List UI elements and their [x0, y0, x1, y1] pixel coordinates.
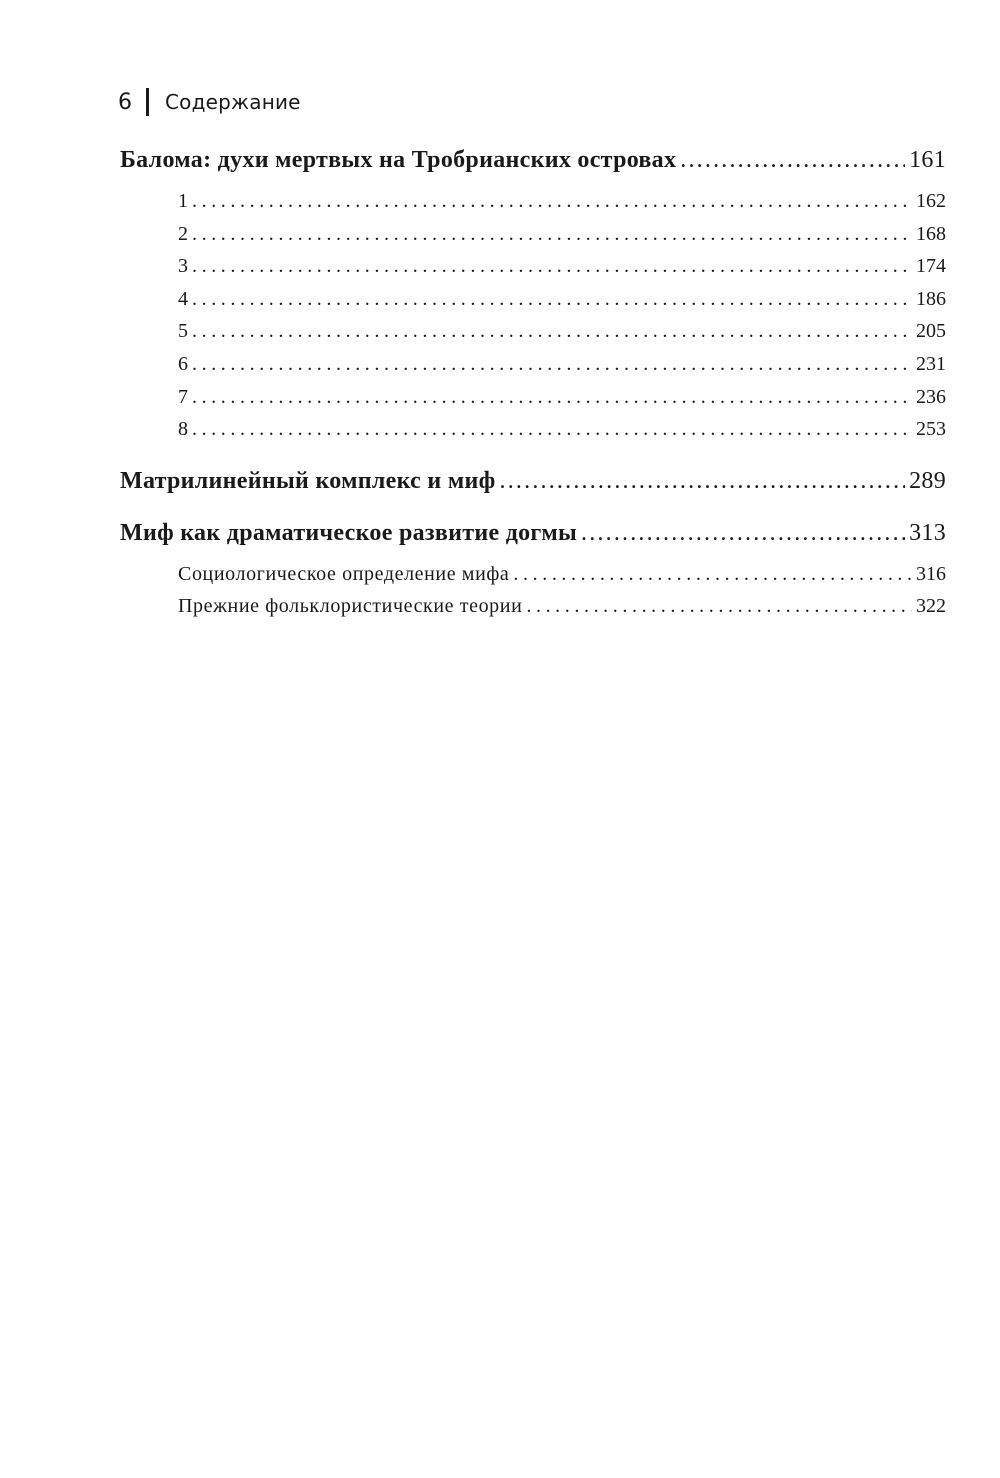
section-title: Содержание — [165, 90, 301, 114]
toc-entry-label: 3 — [178, 255, 188, 278]
toc-entry-page: 161 — [909, 147, 946, 173]
toc-entry-section-7[interactable] — [120, 381, 946, 414]
dot-leader — [192, 185, 912, 218]
table-of-contents — [120, 143, 946, 623]
toc-entry-myth-as-dogma[interactable] — [120, 516, 946, 550]
toc-entry-page: 253 — [916, 418, 946, 441]
toc-entry-baloma[interactable] — [120, 143, 946, 177]
toc-entry-label: 7 — [178, 385, 188, 408]
toc-entry-label: Прежние фольклористические теории — [178, 595, 523, 618]
dot-leader — [526, 590, 912, 623]
toc-entry-page: 322 — [916, 595, 946, 618]
toc-entry-label: 8 — [178, 418, 188, 441]
toc-entry-label: 4 — [178, 287, 188, 310]
toc-entry-section-8[interactable] — [120, 413, 946, 446]
toc-entry-section-1[interactable] — [120, 185, 946, 218]
running-header — [118, 84, 301, 120]
toc-entry-page: 236 — [916, 385, 946, 408]
dot-leader — [192, 315, 912, 348]
toc-entry-page: 231 — [916, 352, 946, 375]
toc-entry-folklore-theories[interactable] — [120, 590, 946, 623]
toc-entry-section-6[interactable] — [120, 348, 946, 381]
toc-entry-label: 2 — [178, 222, 188, 245]
toc-entry-label: 6 — [178, 352, 188, 375]
toc-entry-page: 186 — [916, 287, 946, 310]
toc-entry-label: Матрилинейный комплекс и миф — [120, 467, 496, 494]
dot-leader — [192, 250, 912, 283]
toc-entry-section-2[interactable] — [120, 218, 946, 251]
dot-leader — [192, 348, 912, 381]
toc-entry-sociological-definition[interactable] — [120, 558, 946, 591]
toc-entry-page: 168 — [916, 222, 946, 245]
toc-entry-label: 5 — [178, 320, 188, 343]
toc-entry-page: 162 — [916, 190, 946, 212]
toc-entry-page: 316 — [916, 562, 946, 585]
toc-entry-label: 1 — [178, 190, 188, 212]
dot-leader — [192, 283, 912, 316]
toc-entry-label: Миф как драматическое развитие догмы — [120, 519, 578, 546]
toc-entry-section-5[interactable] — [120, 315, 946, 348]
toc-entry-label: Социологическое определение мифа — [178, 562, 510, 585]
toc-entry-section-4[interactable] — [120, 283, 946, 316]
toc-entry-page: 289 — [909, 467, 946, 494]
page-number: 6 — [118, 89, 132, 115]
dot-leader — [680, 143, 905, 177]
toc-entry-section-3[interactable] — [120, 250, 946, 283]
header-divider — [146, 88, 149, 116]
dot-leader — [192, 413, 912, 446]
dot-leader — [500, 464, 906, 498]
toc-entry-label: Балома: духи мертвых на Тробрианских островах — [120, 147, 677, 173]
toc-entry-page: 313 — [909, 519, 946, 546]
dot-leader — [192, 218, 912, 251]
toc-entry-matrilineal-complex[interactable] — [120, 464, 946, 498]
toc-entry-page: 174 — [916, 255, 946, 278]
toc-entry-page: 205 — [916, 320, 946, 343]
dot-leader — [581, 516, 905, 550]
dot-leader — [192, 381, 912, 414]
dot-leader — [513, 558, 912, 591]
